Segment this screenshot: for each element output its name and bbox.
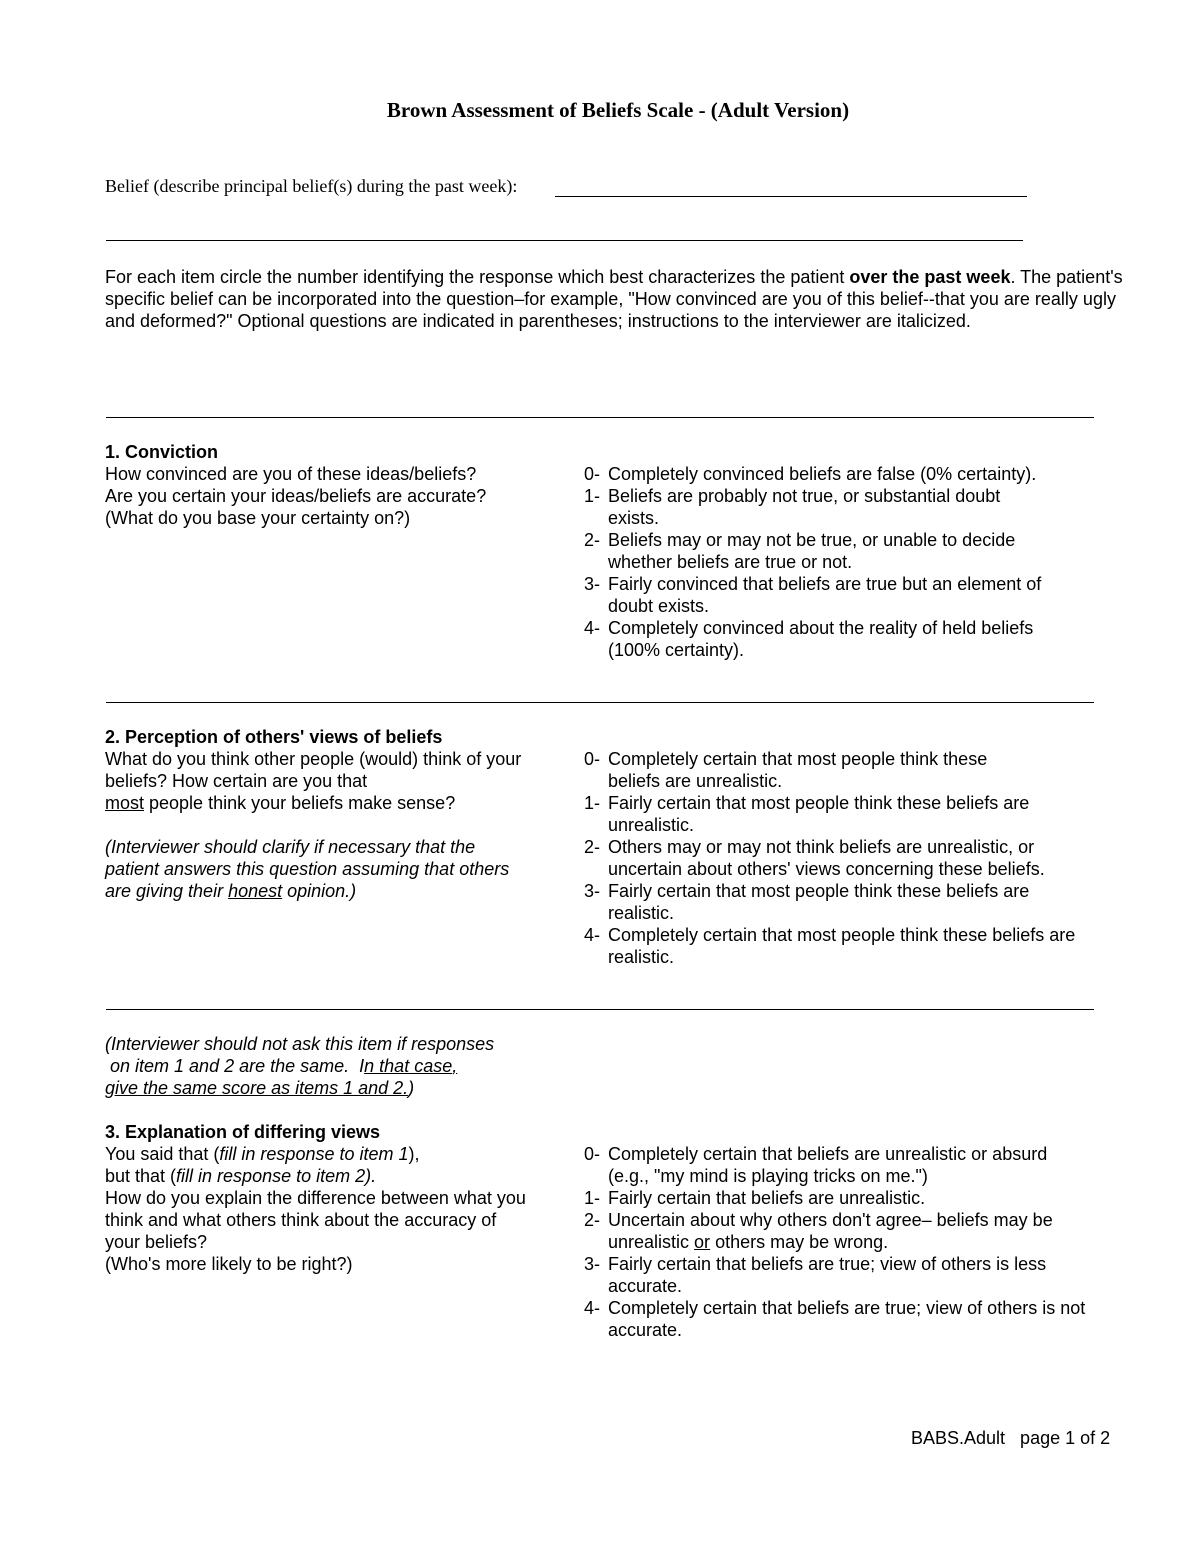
belief-prompt-label: Belief (describe principal belief(s) during the past week): (105, 176, 518, 196)
response-option[interactable] (584, 1187, 1104, 1209)
note-line (105, 1055, 575, 1077)
item-3-question (105, 1143, 545, 1165)
response-option[interactable] (584, 880, 1094, 924)
question-text: You said that ( (105, 1144, 220, 1164)
response-number: 1- (584, 793, 601, 813)
response-option[interactable] (584, 748, 1094, 792)
instructions-text: For each item circle the number identifying the response which best characterizes the patient (105, 267, 850, 287)
note-line (105, 1077, 575, 1099)
note-text: on item 1 and 2 are the same. I (105, 1056, 365, 1076)
emphasis-underline: honest (228, 881, 283, 901)
item-2-question-2 (105, 792, 535, 814)
item-1-question-block (105, 441, 555, 529)
item-1-heading: 1. Conviction (105, 442, 219, 462)
section-divider (106, 702, 1094, 703)
item-1-question: How convinced are you of these ideas/beliefs? (105, 464, 477, 484)
response-option[interactable] (584, 1143, 1104, 1187)
note-line: (Interviewer should not ask this item if responses (105, 1034, 495, 1054)
response-number: 2- (584, 530, 601, 550)
response-option[interactable] (584, 1297, 1104, 1341)
response-text: Completely convinced beliefs are false (0% certainty). (608, 464, 1037, 484)
item-2-question-text: people think your beliefs make sense? (144, 793, 456, 813)
instructions-text-2: . The patient's specific belief can be incorporated into the question–for example, "How convinced are you of this belief--that you are really ugly and deformed?" Optional questions are indicated in parentheses; instructions to the interviewer are italicized. (105, 267, 1123, 331)
emphasis-underline: n that case (364, 1056, 453, 1076)
emphasis-underline: or (694, 1232, 711, 1252)
response-number: 4- (584, 618, 601, 638)
response-number: 3- (584, 881, 601, 901)
response-text-part: Uncertain about why others don't agree– beliefs may be unrealistic (608, 1210, 1053, 1252)
emphasis-underline: most (105, 793, 145, 813)
item-3-question: (Who's more likely to be right?) (105, 1254, 353, 1274)
item-3-heading: 3. Explanation of differing views (105, 1122, 381, 1142)
question-text: ), (408, 1144, 420, 1164)
response-text (608, 1209, 1100, 1253)
page-footer: BABS.Adult page 1 of 2 (911, 1428, 1111, 1448)
response-text: Completely certain that beliefs are true; view of others is not accurate. (608, 1298, 1086, 1340)
note-text: , (452, 1056, 458, 1076)
item-3-interviewer-note (105, 1033, 575, 1099)
interviewer-note (105, 836, 525, 902)
item-2-responses (584, 748, 1094, 968)
response-option[interactable] (584, 836, 1094, 880)
page-title: Brown Assessment of Beliefs Scale - (Adult Version) (386, 98, 850, 122)
belief-answer-line-2[interactable] (106, 240, 1023, 241)
item-3-question (105, 1165, 545, 1187)
response-text: Fairly convinced that beliefs are true but an element of doubt exists. (608, 574, 1042, 616)
instructions-paragraph (105, 266, 1135, 332)
response-text: Others may or may not think beliefs are unrealistic, or uncertain about others' views concerning these beliefs. (608, 837, 1045, 879)
item-3-question: How do you explain the difference between what you think and what others think about the accuracy of your beliefs? (105, 1188, 526, 1252)
question-text: but that ( (105, 1166, 177, 1186)
item-2-question: What do you think other people (would) think of your beliefs? How certain are you that (105, 749, 522, 791)
item-1-question: (What do you base your certainty on?) (105, 508, 411, 528)
item-2-question-block (105, 726, 535, 902)
response-number: 4- (584, 925, 601, 945)
section-divider (106, 417, 1094, 418)
question-italic: fill in response to item 1 (219, 1144, 409, 1164)
response-text: Completely certain that most people think these beliefs are unrealistic. (608, 749, 988, 791)
question-italic: fill in response to item 2). (176, 1166, 377, 1186)
response-text: Beliefs are probably not true, or substantial doubt exists. (608, 486, 1001, 528)
response-number: 2- (584, 1210, 601, 1230)
response-option[interactable] (584, 792, 1094, 836)
response-text: Completely convinced about the reality of held beliefs (100% certainty). (608, 618, 1034, 660)
response-option[interactable] (584, 1209, 1104, 1253)
response-text: Fairly certain that beliefs are true; view of others is less accurate. (608, 1254, 1047, 1296)
response-option[interactable] (584, 463, 1084, 485)
response-number: 2- (584, 837, 601, 857)
instructions-emphasis: over the past week (849, 267, 1011, 287)
response-text: Fairly certain that most people think these beliefs are unrealistic. (608, 793, 1030, 835)
response-text: Fairly certain that most people think these beliefs are realistic. (608, 881, 1030, 923)
response-text: Fairly certain that beliefs are unrealistic. (608, 1188, 926, 1208)
response-number: 3- (584, 574, 601, 594)
item-3-question-block (105, 1121, 545, 1275)
response-option[interactable] (584, 485, 1084, 529)
response-option[interactable] (584, 617, 1084, 661)
response-option[interactable] (584, 573, 1084, 617)
response-option[interactable] (584, 529, 1084, 573)
note-text-2: opinion.) (282, 881, 357, 901)
response-number: 0- (584, 749, 601, 769)
spacer (105, 814, 535, 836)
response-number: 3- (584, 1254, 601, 1274)
response-number: 1- (584, 1188, 601, 1208)
emphasis-underline: give the same score as items 1 and 2. (105, 1078, 409, 1098)
response-text: Beliefs may or may not be true, or unable to decide whether beliefs are true or not. (608, 530, 1016, 572)
response-text-part: others may be wrong. (710, 1232, 889, 1252)
belief-answer-line[interactable] (555, 196, 1027, 197)
response-number: 1- (584, 486, 601, 506)
item-2-heading: 2. Perception of others' views of beliefs (105, 727, 443, 747)
note-text: (Interviewer should clarify if necessary that the patient answers this question assuming that others are giving their (105, 837, 510, 901)
item-1-responses (584, 463, 1084, 661)
response-option[interactable] (584, 1253, 1104, 1297)
item-3-responses (584, 1143, 1104, 1341)
response-number: 4- (584, 1298, 601, 1318)
section-divider (106, 1009, 1094, 1010)
response-option[interactable] (584, 924, 1094, 968)
item-1-question: Are you certain your ideas/beliefs are accurate? (105, 486, 487, 506)
response-number: 0- (584, 464, 601, 484)
response-text: Completely certain that beliefs are unrealistic or absurd (e.g., "my mind is playing tricks on me.") (608, 1144, 1048, 1186)
note-text: ) (408, 1078, 415, 1098)
response-text: Completely certain that most people think these beliefs are realistic. (608, 925, 1076, 967)
response-number: 0- (584, 1144, 601, 1164)
